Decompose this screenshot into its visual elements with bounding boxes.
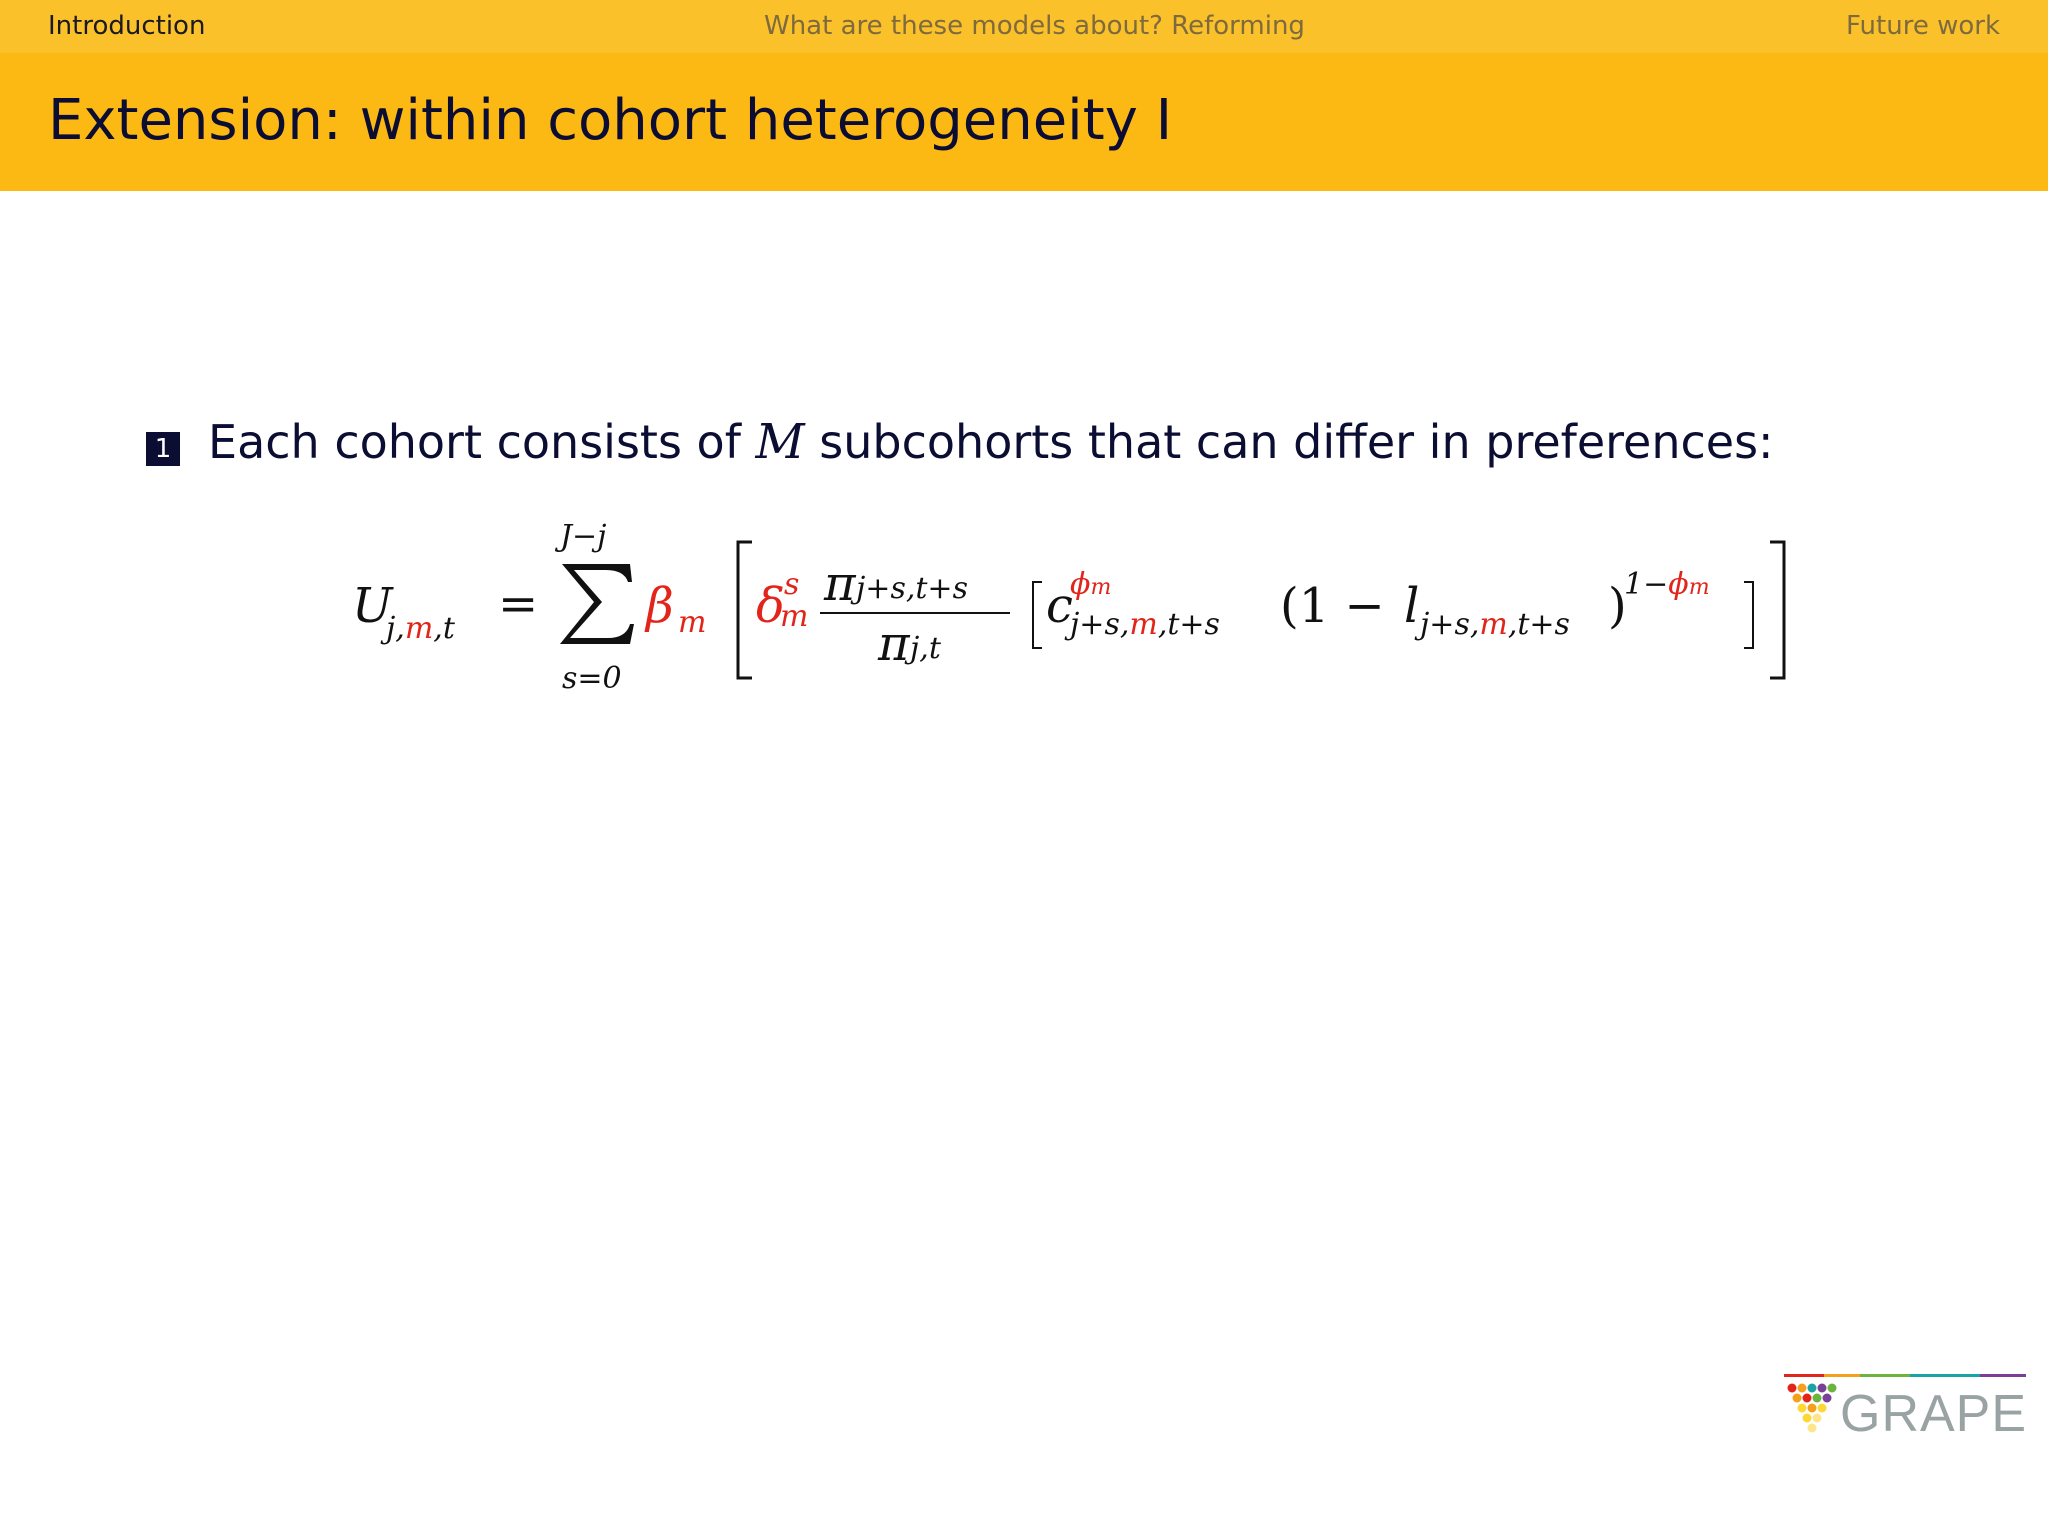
eq-delta-subscript: m	[780, 599, 809, 634]
nav-section-future-work[interactable]: Future work	[1846, 11, 2000, 41]
item-text-after: subcohorts that can differ in preferences:	[819, 415, 1774, 469]
eq-delta: δ	[756, 578, 785, 634]
nav-section-reforming[interactable]: What are these models about? Reforming	[764, 11, 1305, 41]
eq-exp-one-minus: 1−	[1624, 567, 1669, 602]
eq-l-sub-m: m	[1479, 607, 1508, 642]
inner-left-bracket-icon	[1030, 580, 1044, 650]
eq-c-sub-m: m	[1129, 607, 1158, 642]
eq-sum-lower-limit: s=0	[562, 661, 622, 696]
eq-consumption-exp-sub: m	[1090, 575, 1112, 600]
left-bracket-icon	[734, 540, 756, 680]
grape-logo-text: GRAPE	[1840, 1385, 2028, 1443]
eq-frac-numerator: π	[824, 556, 856, 612]
eq-exp-phi: ϕ	[1668, 567, 1689, 602]
item-math-variable: M	[755, 414, 805, 470]
eq-lhs-sub-j: j,	[386, 611, 405, 646]
right-bracket-icon	[1766, 540, 1788, 680]
inner-right-bracket-icon	[1742, 580, 1756, 650]
grape-logo	[1780, 1368, 2030, 1443]
eq-lhs-sub-m: m	[404, 611, 434, 646]
fraction-bar-icon	[820, 612, 1010, 616]
eq-equals-sign: =	[498, 576, 539, 632]
eq-labor: l	[1404, 578, 1420, 634]
eq-lhs-subscript	[386, 612, 455, 646]
item-text-before: Each cohort consists of	[208, 415, 741, 469]
eq-beta: β	[646, 578, 674, 634]
item-text	[208, 412, 1774, 472]
eq-delta-superscript: s	[784, 567, 800, 602]
eq-l-sub-b: ,t+s	[1507, 607, 1570, 642]
eq-consumption-exp-phi: ϕ	[1070, 567, 1091, 602]
eq-consumption: c	[1046, 578, 1073, 634]
navigation-bar	[0, 0, 2048, 53]
utility-equation	[330, 520, 1810, 700]
eq-frac-denominator-subscript: j,t	[910, 631, 941, 666]
frame-title: Extension: within cohort heterogeneity I	[48, 88, 1173, 153]
eq-consumption-subscript	[1070, 608, 1220, 642]
eq-c-sub-b: ,t+s	[1157, 607, 1220, 642]
eq-paren-close: )	[1608, 578, 1627, 634]
eq-paren-open: (1 −	[1280, 578, 1385, 634]
sum-symbol-icon	[556, 560, 636, 646]
nav-section-introduction[interactable]: Introduction	[48, 11, 206, 41]
eq-lhs-symbol: U	[352, 578, 393, 634]
eq-beta-subscript: m	[678, 605, 707, 640]
eq-sum-upper-limit: J−j	[560, 519, 607, 554]
eq-frac-numerator-subscript: j+s,t+s	[856, 571, 968, 606]
item-number-badge: 1	[146, 432, 180, 466]
eq-l-sub-a: j+s,	[1420, 607, 1480, 642]
eq-lhs-sub-t: ,t	[433, 611, 455, 646]
eq-consumption-exponent	[1070, 568, 1111, 605]
eq-labor-subscript	[1420, 608, 1570, 642]
frame-title-bar	[0, 53, 2048, 191]
eq-frac-denominator: π	[878, 616, 910, 672]
eq-c-sub-a: j+s,	[1070, 607, 1130, 642]
eq-exp-phi-sub: m	[1688, 575, 1710, 600]
eq-exponent	[1624, 568, 1710, 605]
